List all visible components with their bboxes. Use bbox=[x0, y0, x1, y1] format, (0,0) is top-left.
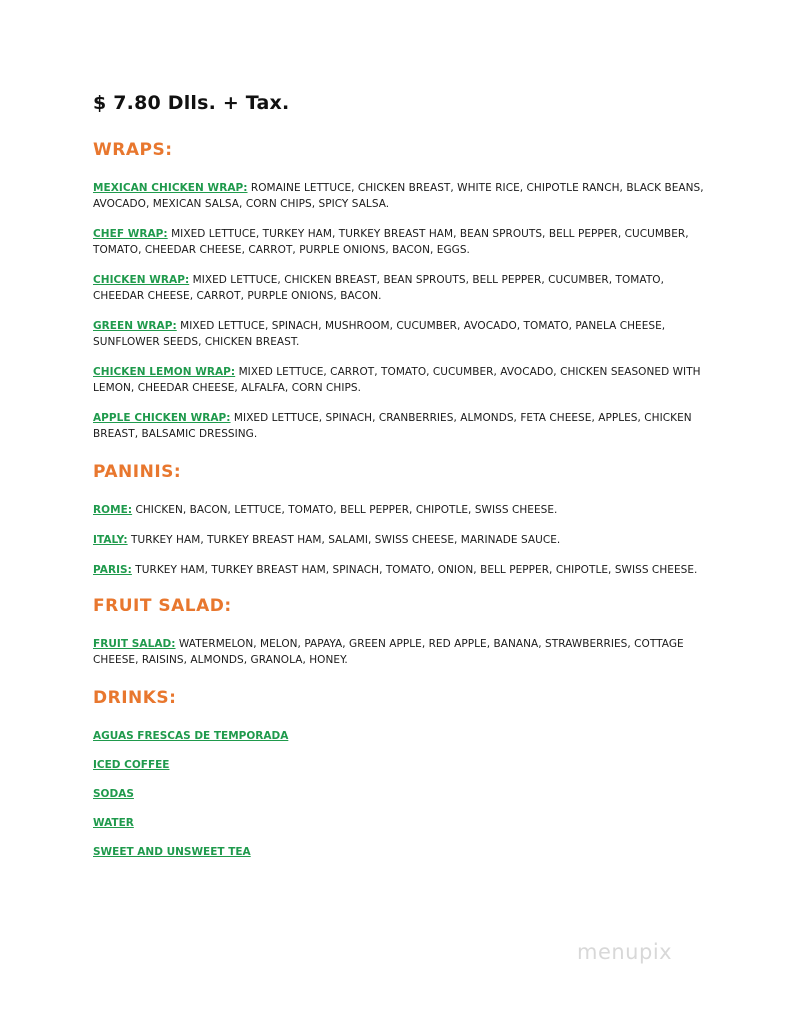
item-description: WATERMELON, MELON, PAPAYA, GREEN APPLE, RED APPLE, BANANA, STRAWBERRIES, COTTAGE CHEESE, RAISINS, ALMONDS, GRANOLA, HONEY. bbox=[93, 638, 684, 666]
drink-item: SWEET AND UNSWEET TEA bbox=[93, 846, 251, 858]
watermark-logo: menupix bbox=[577, 940, 673, 964]
section-title-drinks: DRINKS: bbox=[93, 688, 177, 708]
item-description: MIXED LETTUCE, CARROT, TOMATO, CUCUMBER, AVOCADO, CHICKEN SEASONED WITH LEMON, CHEEDAR CHEESE, ALFALFA, CORN CHIPS. bbox=[93, 366, 701, 394]
wraps-list bbox=[93, 180, 713, 442]
section-title-fruit-salad: FRUIT SALAD: bbox=[93, 596, 232, 616]
section-title-paninis: PANINIS: bbox=[93, 462, 182, 482]
item-description: ROMAINE LETTUCE, CHICKEN BREAST, WHITE RICE, CHIPOTLE RANCH, BLACK BEANS, AVOCADO, MEXICAN SALSA, CORN CHIPS, SPICY SALSA. bbox=[93, 182, 704, 210]
menu-item bbox=[93, 318, 713, 350]
drink-item: WATER bbox=[93, 817, 134, 829]
item-description: MIXED LETTUCE, TURKEY HAM, TURKEY BREAST HAM, BEAN SPROUTS, BELL PEPPER, CUCUMBER, TOMATO, CHEEDAR CHEESE, CARROT, PURPLE ONIONS, BACON, EGGS. bbox=[93, 228, 689, 256]
menu-page bbox=[93, 92, 713, 873]
paninis-list bbox=[93, 502, 713, 578]
drink-item: SODAS bbox=[93, 788, 134, 800]
section-title-wraps: WRAPS: bbox=[93, 140, 173, 160]
menu-item bbox=[93, 562, 713, 578]
item-description: CHICKEN, BACON, LETTUCE, TOMATO, BELL PEPPER, CHIPOTLE, SWISS CHEESE. bbox=[132, 504, 558, 516]
menu-item bbox=[93, 272, 713, 304]
item-description: TURKEY HAM, TURKEY BREAST HAM, SALAMI, SWISS CHEESE, MARINADE SAUCE. bbox=[127, 534, 561, 546]
item-name: CHICKEN WRAP: bbox=[93, 274, 190, 286]
item-name: ROME: bbox=[93, 504, 133, 516]
drinks-list bbox=[93, 728, 713, 860]
item-name: GREEN WRAP: bbox=[93, 320, 177, 332]
item-name: APPLE CHICKEN WRAP: bbox=[93, 412, 231, 424]
drink-item: AGUAS FRESCAS DE TEMPORADA bbox=[93, 730, 289, 742]
item-description: TURKEY HAM, TURKEY BREAST HAM, SPINACH, TOMATO, ONION, BELL PEPPER, CHIPOTLE, SWISS CHEESE. bbox=[131, 564, 698, 576]
drink-item: ICED COFFEE bbox=[93, 759, 170, 771]
item-name: CHEF WRAP: bbox=[93, 228, 168, 240]
menu-item bbox=[93, 364, 713, 396]
item-description: MIXED LETTUCE, CHICKEN BREAST, BEAN SPROUTS, BELL PEPPER, CUCUMBER, TOMATO, CHEEDAR CHEESE, CARROT, PURPLE ONIONS, BACON. bbox=[93, 274, 664, 302]
item-description: MIXED LETTUCE, SPINACH, MUSHROOM, CUCUMBER, AVOCADO, TOMATO, PANELA CHEESE, SUNFLOWER SEEDS, CHICKEN BREAST. bbox=[93, 320, 666, 348]
menu-item bbox=[93, 532, 713, 548]
menu-item bbox=[93, 226, 713, 258]
menu-item bbox=[93, 502, 713, 518]
item-name: PARIS: bbox=[93, 564, 132, 576]
price-header: $ 7.80 Dlls. + Tax. bbox=[93, 92, 290, 114]
item-name: ITALY: bbox=[93, 534, 128, 546]
item-description: MIXED LETTUCE, SPINACH, CRANBERRIES, ALMONDS, FETA CHEESE, APPLES, CHICKEN BREAST, BALSAMIC DRESSING. bbox=[93, 412, 692, 440]
menu-item bbox=[93, 180, 713, 212]
item-name: MEXICAN CHICKEN WRAP: bbox=[93, 182, 248, 194]
item-name: CHICKEN LEMON WRAP: bbox=[93, 366, 236, 378]
item-name: FRUIT SALAD: bbox=[93, 638, 176, 650]
menu-item bbox=[93, 636, 713, 668]
fruit-salad-list bbox=[93, 636, 713, 668]
menu-item bbox=[93, 410, 713, 442]
